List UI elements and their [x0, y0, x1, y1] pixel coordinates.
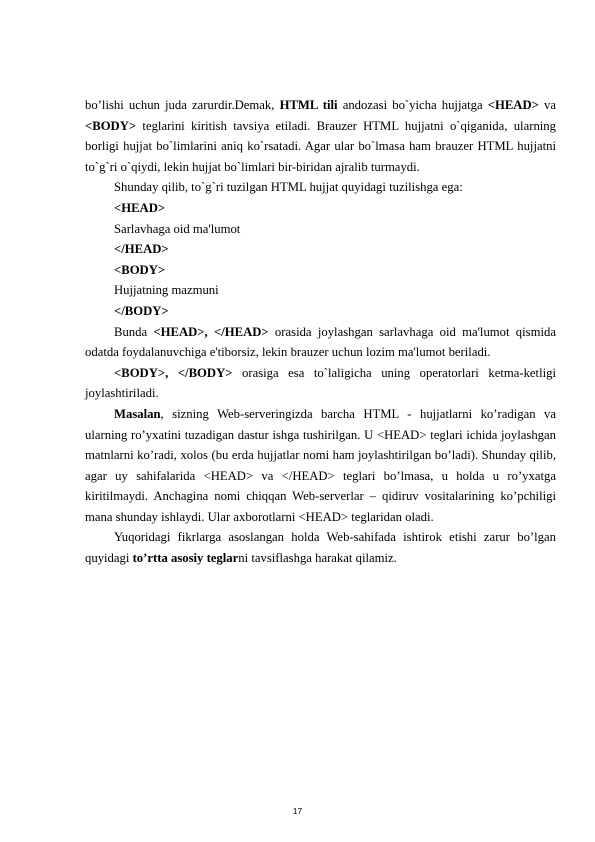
code-body-text: Hujjatning mazmuni [114, 283, 219, 298]
text-run: , sizning Web-serveringizda barcha HTML - hujjatlarni ko’radigan va ularning ro’yxatini tuzadigan dastur ishga tushirilgan. U <HEAD> teglari ichida joylashgan matnlarni ko’radi, xolos (bu erda hujjatlar nomi ham joylashtirilgan bo’ladi). Shunday qilib, agar uy sahifalarida <HEAD> va </HEAD> teglari bo’lmasa, u holda u ro’yxatga kiritilmaydi. Anchagina nomi chiqqan Web-serverlar – qidiruv vositalarining ko’pchiligi mana shunday ishlaydi. Ular axborotlarni <HEAD> teglaridan oladi. [85, 406, 556, 524]
bold-term: Masalan [114, 406, 161, 421]
bold-tag: <BODY> [85, 118, 137, 133]
text-run: orasida joylashgan sarlavhaga oid ma'lumot qismida odatda foydalanuvchiga e'tiborsiz, lekin brauzer uchun lozim ma'lumot beriladi. [85, 324, 556, 360]
bold-tag: </BODY> [114, 303, 169, 318]
bold-term: HTML tili [279, 98, 338, 112]
text-run: andozasi bo`yicha hujjatga [337, 98, 488, 112]
document-body [85, 95, 556, 569]
text-run: teglarini kiritish tavsiya etiladi. Brauzer HTML hujjatni o`qiganida, ularning borligi hujjat bo`limlarini aniq ko`rsatadi. Agar ular bo`lmasa ham brauzer HTML hujjatni to`g`ri o`qiydi, lekin hujjat bo`limlari bir-biridan ajralib turmaydi. [85, 118, 556, 174]
bold-term: to’rtta asosiy teglar [132, 551, 239, 566]
bold-tag: </HEAD> [114, 242, 169, 257]
bold-tag: <BODY> [114, 262, 166, 277]
paragraph-structure-lead: Shunday qilib, to`g`ri tuzilgan HTML hujjat quyidagi tuzilishga ega: [114, 180, 463, 195]
code-head-close [85, 239, 556, 260]
paragraph-example [85, 404, 556, 528]
text-run: Bunda [114, 324, 154, 339]
paragraph-conclusion [85, 527, 556, 568]
paragraph-intro [85, 95, 556, 177]
code-body-close [85, 301, 556, 322]
code-body-open [85, 260, 556, 281]
code-head-text: Sarlavhaga oid ma'lumot [114, 221, 241, 236]
text-run: bo’lishi uchun juda zarurdir.Demak, [85, 98, 280, 112]
page-number: 17 [292, 806, 303, 816]
bold-tag: <HEAD>, </HEAD> [153, 324, 269, 339]
paragraph-body-explanation [85, 363, 556, 404]
paragraph-head-explanation [85, 322, 556, 363]
code-head-open [85, 198, 556, 219]
bold-tag: <BODY>, </BODY> [114, 365, 233, 380]
text-run: ni tavsiflashga harakat qilamiz. [238, 551, 397, 566]
bold-tag: <HEAD> [487, 98, 539, 112]
text-run: Yuqoridagi fikrlarga asoslangan holda Web-sahifada ishtirok etishi zarur bo’lgan quyidagi [85, 530, 556, 566]
text-run: va [538, 98, 556, 112]
bold-tag: <HEAD> [114, 200, 166, 215]
text-run: orasiga esa to`laligicha uning operatorlari ketma-ketligi joylashtiriladi. [85, 365, 556, 401]
